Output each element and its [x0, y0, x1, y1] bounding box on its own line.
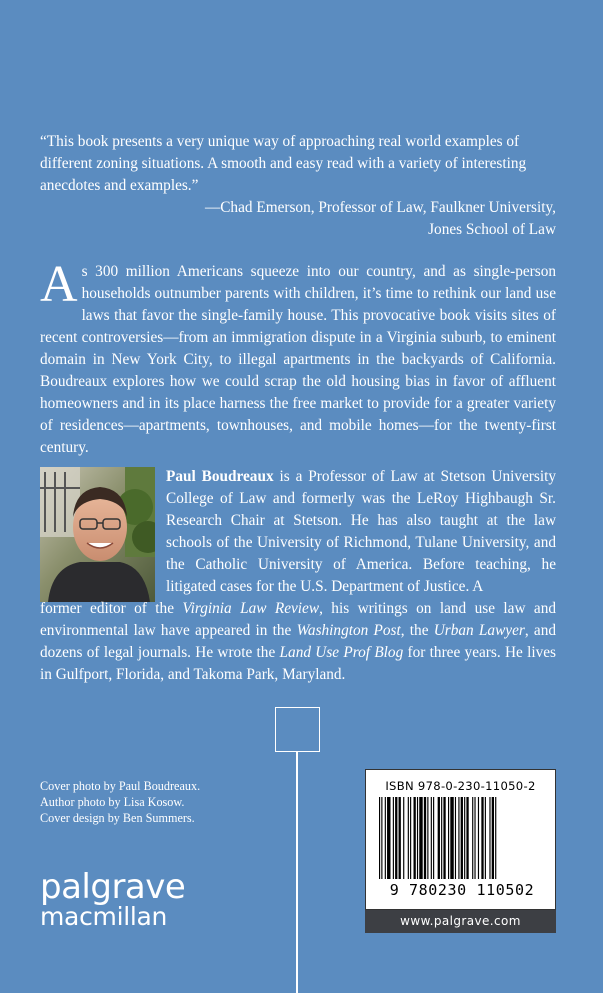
- barcode-stripe: [410, 797, 411, 879]
- barcode-stripe: [417, 797, 418, 879]
- photo-credits: [40, 778, 200, 826]
- barcode-stripe: [466, 797, 468, 879]
- bio-segment: , the: [400, 622, 434, 639]
- journal-title: Urban Lawyer: [433, 622, 525, 639]
- logo-line-macmillan: macmillan: [40, 902, 168, 931]
- author-name: Paul Boudreaux: [166, 468, 274, 485]
- barcode-stripe: [414, 797, 416, 879]
- barcode-stripe: [489, 797, 490, 879]
- center-vertical-line: [296, 752, 298, 993]
- isbn-label: ISBN 978-0-230-11050-2: [385, 779, 536, 793]
- barcode-stripe: [448, 797, 449, 879]
- bio-segment: , his writings on land use law and environmental law have appeared in the: [40, 600, 556, 639]
- barcode-stripe: [399, 797, 401, 879]
- author-bio-continued: [40, 598, 556, 686]
- journal-title: Washington Post: [296, 622, 401, 639]
- cover-design-credit: Cover design by Ben Summers.: [40, 811, 195, 825]
- barcode-digits: 9 780230 110502: [389, 881, 535, 899]
- cover-photo-credit: Cover photo by Paul Boudreaux.: [40, 779, 201, 793]
- endorsement-blurb: [40, 131, 556, 241]
- barcode-stripe: [419, 797, 422, 879]
- barcode-stripe: [481, 797, 483, 879]
- barcode-stripe: [478, 797, 479, 879]
- author-bio: [166, 466, 556, 598]
- barcode-stripe: [393, 797, 394, 879]
- barcode-stripe: [472, 797, 473, 879]
- bio-segment: former editor of the: [40, 600, 183, 617]
- barcode-bars: [379, 797, 545, 879]
- barcode-stripe: [441, 797, 442, 879]
- barcode-stripe: [431, 797, 432, 879]
- barcode-stripe: [427, 797, 428, 879]
- barcode-stripe: [495, 797, 496, 879]
- journal-title: Virginia Law Review: [182, 600, 320, 617]
- endorsement-attribution-line2: Jones School of Law: [428, 221, 556, 238]
- barcode-stripe: [464, 797, 465, 879]
- barcode-stripe: [385, 797, 386, 879]
- author-portrait-image: [40, 467, 155, 602]
- publisher-website[interactable]: www.palgrave.com: [365, 910, 556, 933]
- endorsement-attribution-line1: —Chad Emerson, Professor of Law, Faulkner University,: [204, 199, 556, 216]
- barcode-stripe: [438, 797, 440, 879]
- publisher-logo: [40, 867, 190, 932]
- center-square-ornament: [275, 707, 320, 752]
- barcode-stripe: [492, 797, 494, 879]
- description-text: s 300 million Americans squeeze into our country, and as single-person households outnumber parents with children, it’s time to rethink our land use laws that favor the single-family house. This provocative book visits sites of recent controversies—from an immigration dispute in a Virginia suburb, to eminent domain in New York City, to illegal apartments in the backyards of California. Boudreaux explores how we could scrap the old housing bias in favor of affluent homeowners and in its place harness the free market to provide for a greater variety of residences—apartments, townhouses, and mobile homes—for the twenty-first century.: [40, 263, 556, 456]
- barcode-stripe: [433, 797, 434, 879]
- author-bio-intro: is a Professor of Law at Stetson University College of Law and formerly was the LeRoy Highbaugh Sr. Research Chair at Stetson. He has also taught at the law schools of the University of Richmond, Tulane University, and the Catholic University of America. Before teaching, he litigated cases for the U.S. Department of Justice. A: [166, 468, 556, 595]
- barcode-stripe: [455, 797, 456, 879]
- logo-line-palgrave: palgrave: [40, 867, 186, 907]
- barcode-panel: [365, 769, 556, 910]
- barcode-stripe: [424, 797, 426, 879]
- barcode-stripe: [387, 797, 390, 879]
- barcode-stripe: [403, 797, 404, 879]
- bio-segment: for three years. He lives in Gulfport, Florida, and Takoma Park, Maryland.: [40, 644, 556, 683]
- endorsement-quote: “This book presents a very unique way of approaching real world examples of different zoning situations. A smooth and easy read with a variety of interesting anecdotes and examples.”: [40, 133, 527, 194]
- author-photo-credit: Author photo by Lisa Kosow.: [40, 795, 185, 809]
- bio-segment: , and dozens of legal journals. He wrote the: [40, 622, 556, 661]
- book-description: [40, 256, 556, 459]
- drop-cap: A: [40, 256, 78, 313]
- barcode-stripe: [443, 797, 445, 879]
- barcode-stripe: [474, 797, 475, 879]
- blog-title: Land Use Prof Blog: [279, 644, 404, 661]
- barcode-stripe: [450, 797, 453, 879]
- barcode-stripe: [379, 797, 380, 879]
- barcode-stripe: [485, 797, 486, 879]
- author-photo: [40, 467, 155, 602]
- barcode-stripe: [458, 797, 459, 879]
- barcode-stripe: [461, 797, 463, 879]
- barcode-stripe: [395, 797, 397, 879]
- barcode-stripe: [381, 797, 382, 879]
- barcode-stripe: [408, 797, 409, 879]
